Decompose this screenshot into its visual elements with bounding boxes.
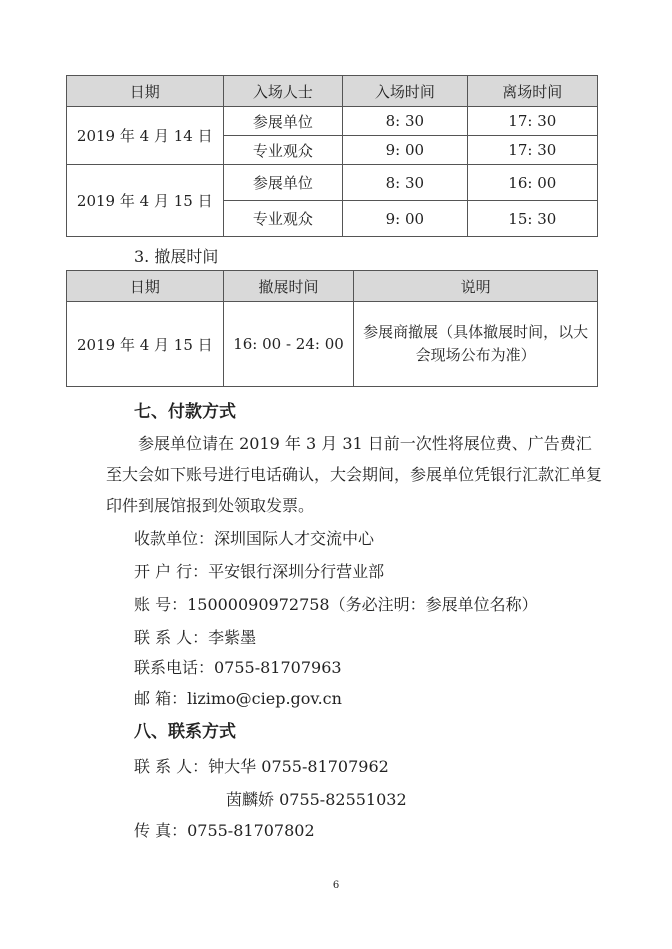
entry-time-cell: 8: 30 xyxy=(343,165,467,201)
teardown-table xyxy=(66,270,598,387)
exit-time-cell: 15: 30 xyxy=(467,201,597,237)
date-cell: 2019 年 4 月 15 日 xyxy=(67,165,224,237)
entry-time-cell: 9: 00 xyxy=(343,136,467,165)
entry-schedule-table xyxy=(66,75,598,237)
header-attendee: 入场人士 xyxy=(223,76,343,107)
attendee-cell: 专业观众 xyxy=(223,136,343,165)
header-teardown-time: 撤展时间 xyxy=(223,271,354,302)
exit-time-cell: 17: 30 xyxy=(467,107,597,136)
contact-line-2: 茵麟娇 0755-82551032 xyxy=(226,790,407,809)
payment-paragraph: 参展单位请在 2019 年 3 月 31 日前一次性将展位费、广告费汇至大会如下账号进行电话确认，大会期间，参展单位凭银行汇款汇单复印件到展馆报到处领取发票。 xyxy=(106,434,603,515)
contact-phone-line: 联系电话：0755-81707963 xyxy=(134,658,342,677)
attendee-cell: 参展单位 xyxy=(223,165,343,201)
entry-time-cell: 9: 00 xyxy=(343,201,467,237)
header-note: 说明 xyxy=(354,271,598,302)
page-number: 6 xyxy=(332,880,340,891)
fax-line: 传 真：0755-81707802 xyxy=(134,821,315,840)
header-exit-time: 离场时间 xyxy=(467,76,597,107)
header-date: 日期 xyxy=(67,76,224,107)
header-entry-time: 入场时间 xyxy=(343,76,467,107)
contact-person-line: 联 系 人：李紫墨 xyxy=(134,628,257,647)
payee-line: 收款单位：深圳国际人才交流中心 xyxy=(134,529,375,548)
bank-line: 开 户 行：平安银行深圳分行营业部 xyxy=(134,562,385,581)
header-date: 日期 xyxy=(67,271,224,302)
attendee-cell: 专业观众 xyxy=(223,201,343,237)
email-line: 邮 箱：lizimo@ciep.gov.cn xyxy=(134,689,342,708)
account-line: 账 号：15000090972758（务必注明：参展单位名称） xyxy=(134,595,538,614)
teardown-date-cell: 2019 年 4 月 15 日 xyxy=(67,302,224,387)
exit-time-cell: 17: 30 xyxy=(467,136,597,165)
exit-time-cell: 16: 00 xyxy=(467,165,597,201)
contact-line-1: 联 系 人：钟大华 0755-81707962 xyxy=(134,757,389,776)
entry-time-cell: 8: 30 xyxy=(343,107,467,136)
teardown-time-cell: 16: 00 - 24: 00 xyxy=(223,302,354,387)
date-cell: 2019 年 4 月 14 日 xyxy=(67,107,224,165)
section-8-title: 八、联系方式 xyxy=(134,722,236,742)
teardown-note-cell: 参展商撤展（具体撤展时间，以大会现场公布为准） xyxy=(354,302,598,387)
section-7-title: 七、付款方式 xyxy=(134,402,236,422)
section-3-title: 3. 撤展时间 xyxy=(134,247,219,266)
attendee-cell: 参展单位 xyxy=(223,107,343,136)
